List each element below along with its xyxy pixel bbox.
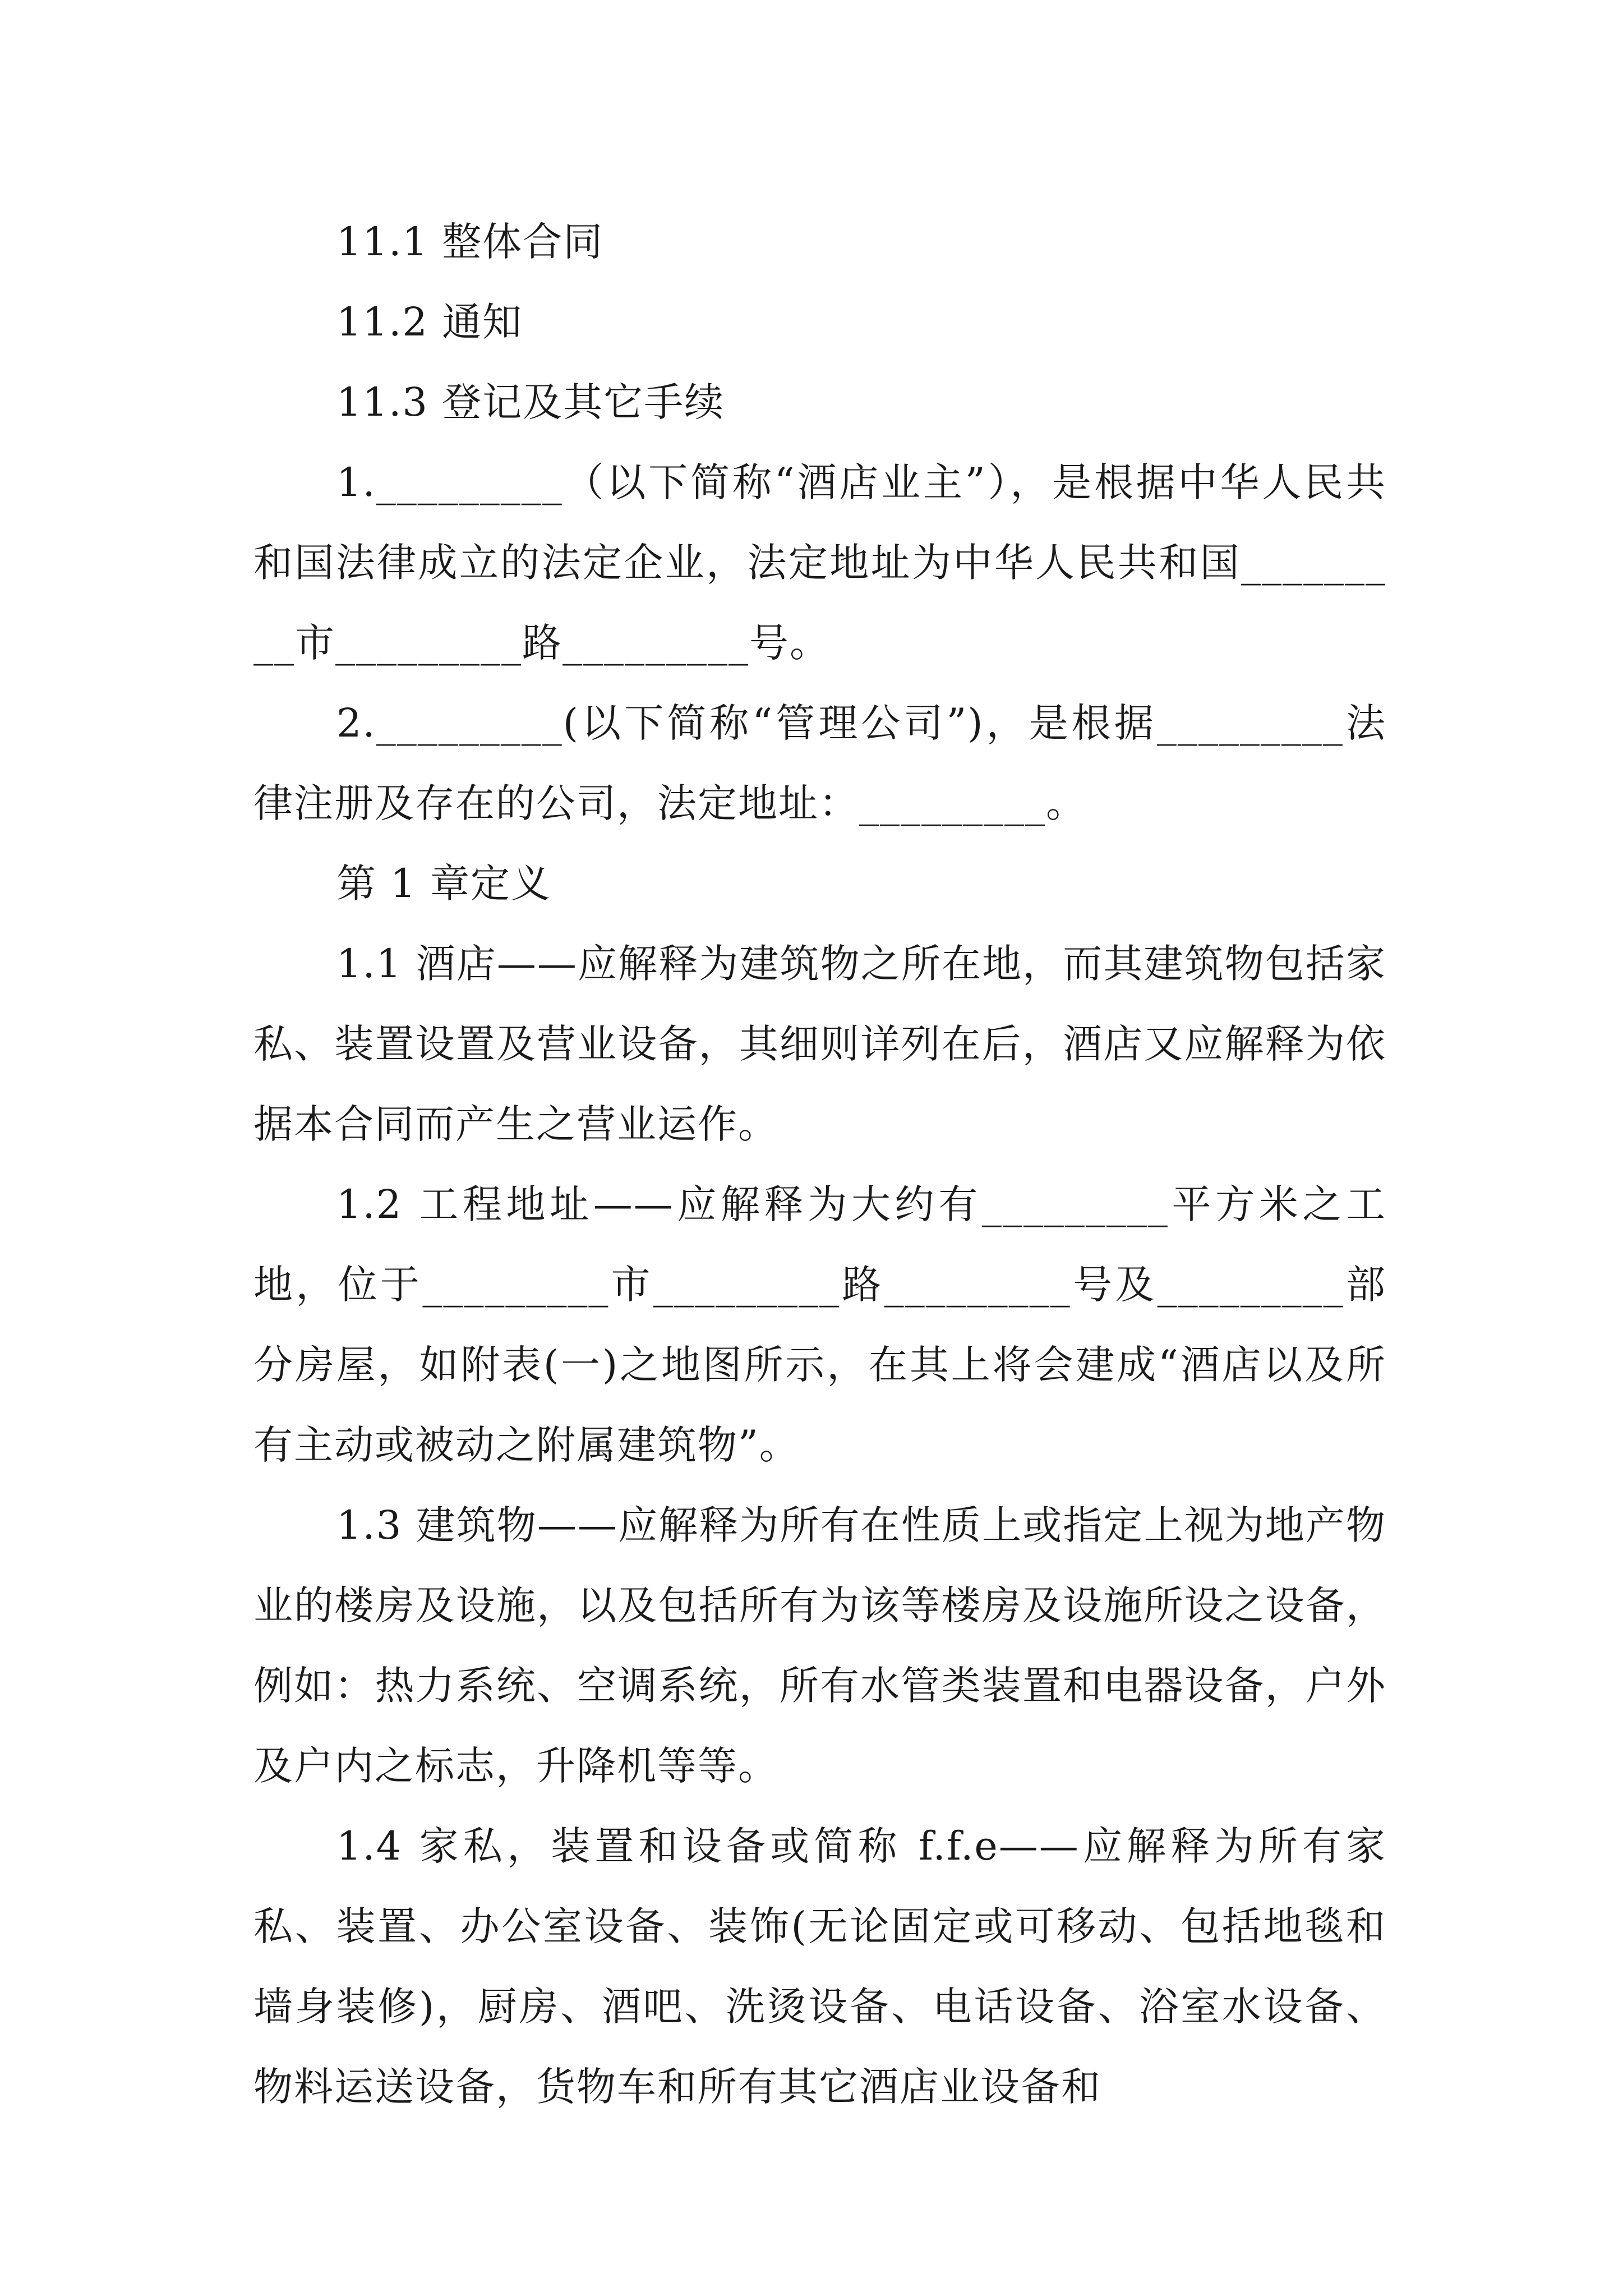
definition-1-3-building: 1.3 建筑物——应解释为所有在性质上或指定上视为地产物业的楼房及设施，以及包括所有为该等楼房及设施所设之设备，例如：热力系统、空调系统，所有水管类装置和电器设备，户外及户内之标志，升降机等等。 [253,1502,1386,1789]
party-hotel-owner-paragraph: 1._________（以下简称“酒店业主”），是根据中华人民共和国法律成立的法定企业，法定地址为中华人民共和国_________市_________路_________号。 [253,459,1386,666]
document-body [253,202,1386,2127]
section-11-3-heading: 11.3 登记及其它手续 [336,379,725,425]
definition-1-4-ffe: 1.4 家私，装置和设备或简称 f.f.e——应解释为所有家私、装置、办公室设备、装饰(无论固定或可移动、包括地毯和墙身装修)，厨房、酒吧、洗烫设备、电话设备、浴室水设备、物料运送设备，货物车和所有其它酒店业设备和 [253,1823,1386,2110]
party-management-company-paragraph: 2._________(以下简称“管理公司”)，是根据_________法律注册及存在的公司，法定地址：_________。 [253,700,1386,826]
definition-1-2-site: 1.2 工程地址——应解释为大约有_________平方米之工地，位于_________市_________路_________号及_________部分房屋，如附表(一)之地图所示，在其上将会建成“酒店以及所有主动或被动之附属建筑物”。 [253,1181,1386,1468]
definition-1-1-hotel: 1.1 酒店——应解释为建筑物之所在地，而其建筑物包括家私、装置设置及营业设备，其细则详列在后，酒店又应解释为依据本合同而产生之营业运作。 [253,941,1386,1147]
section-11-1-heading: 11.1 整体合同 [336,219,604,265]
section-11-2-heading: 11.2 通知 [336,299,523,345]
chapter-1-title: 第 1 章定义 [336,861,552,907]
